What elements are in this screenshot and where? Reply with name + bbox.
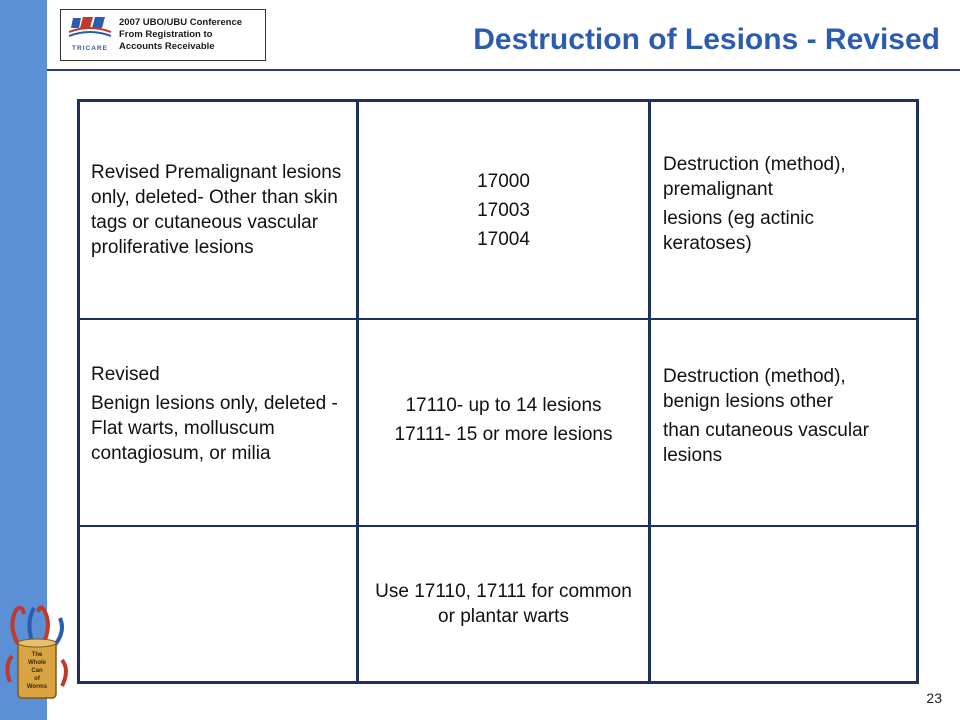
mascot-label-line: Whole	[28, 660, 46, 666]
cell-text: than cutaneous vascular lesions	[663, 419, 869, 466]
cell-text: Use 17110, 17111 for common or plantar warts	[375, 581, 632, 627]
page-title: Destruction of Lesions - Revised	[473, 23, 940, 56]
header-divider	[47, 69, 960, 71]
mascot-label-line: Worms	[26, 684, 48, 690]
table-cell-row1-definition	[651, 102, 916, 318]
lesion-codes-table	[77, 99, 919, 684]
logo-line-3: Accounts Receivable	[119, 41, 215, 52]
table-cell-row3-definition	[651, 527, 916, 681]
logo-wordmark: TRICARE	[72, 45, 108, 52]
table-cell-row1-codes	[359, 102, 648, 318]
table-cell-row2-codes	[359, 320, 648, 525]
mascot-label-line: of	[34, 676, 40, 682]
mascot-label-line: The	[31, 652, 43, 658]
table-cell-row3-codes	[359, 527, 648, 681]
table-cell-row2-description	[80, 320, 356, 525]
cell-text: lesions (eg actinic keratoses)	[663, 208, 815, 254]
cpt-code: 17110- up to 14 lesions	[405, 394, 602, 416]
cpt-code: 17003	[477, 199, 530, 221]
cell-text: Benign lesions only, deleted - Flat warts, molluscum contagiosum, or milia	[91, 392, 338, 464]
can-of-worms-mascot-icon	[4, 604, 70, 704]
cpt-code: 17111- 15 or more lesions	[394, 423, 613, 445]
table-cell-row1-description	[80, 102, 356, 318]
tricare-logo-icon	[65, 14, 115, 56]
page-number: 23	[926, 690, 942, 706]
cell-text: Revised Premalignant lesions only, deleted- Other than skin tags or cutaneous vascular proliferative lesions	[91, 162, 342, 258]
table-cell-row2-definition	[651, 320, 916, 525]
conference-logo	[60, 9, 266, 61]
cpt-code: 17004	[477, 228, 530, 250]
cpt-code: 17000	[477, 170, 530, 192]
logo-text	[119, 17, 265, 53]
cell-text: Destruction (method), premalignant	[663, 154, 846, 200]
cell-text: Revised	[91, 363, 160, 385]
logo-line-2: From Registration to	[119, 29, 213, 40]
mascot-label-line: Can	[31, 668, 43, 674]
table-cell-row3-description	[80, 527, 356, 681]
cell-text: Destruction (method), benign lesions other	[663, 365, 846, 412]
logo-line-1: 2007 UBO/UBU Conference	[119, 17, 243, 28]
